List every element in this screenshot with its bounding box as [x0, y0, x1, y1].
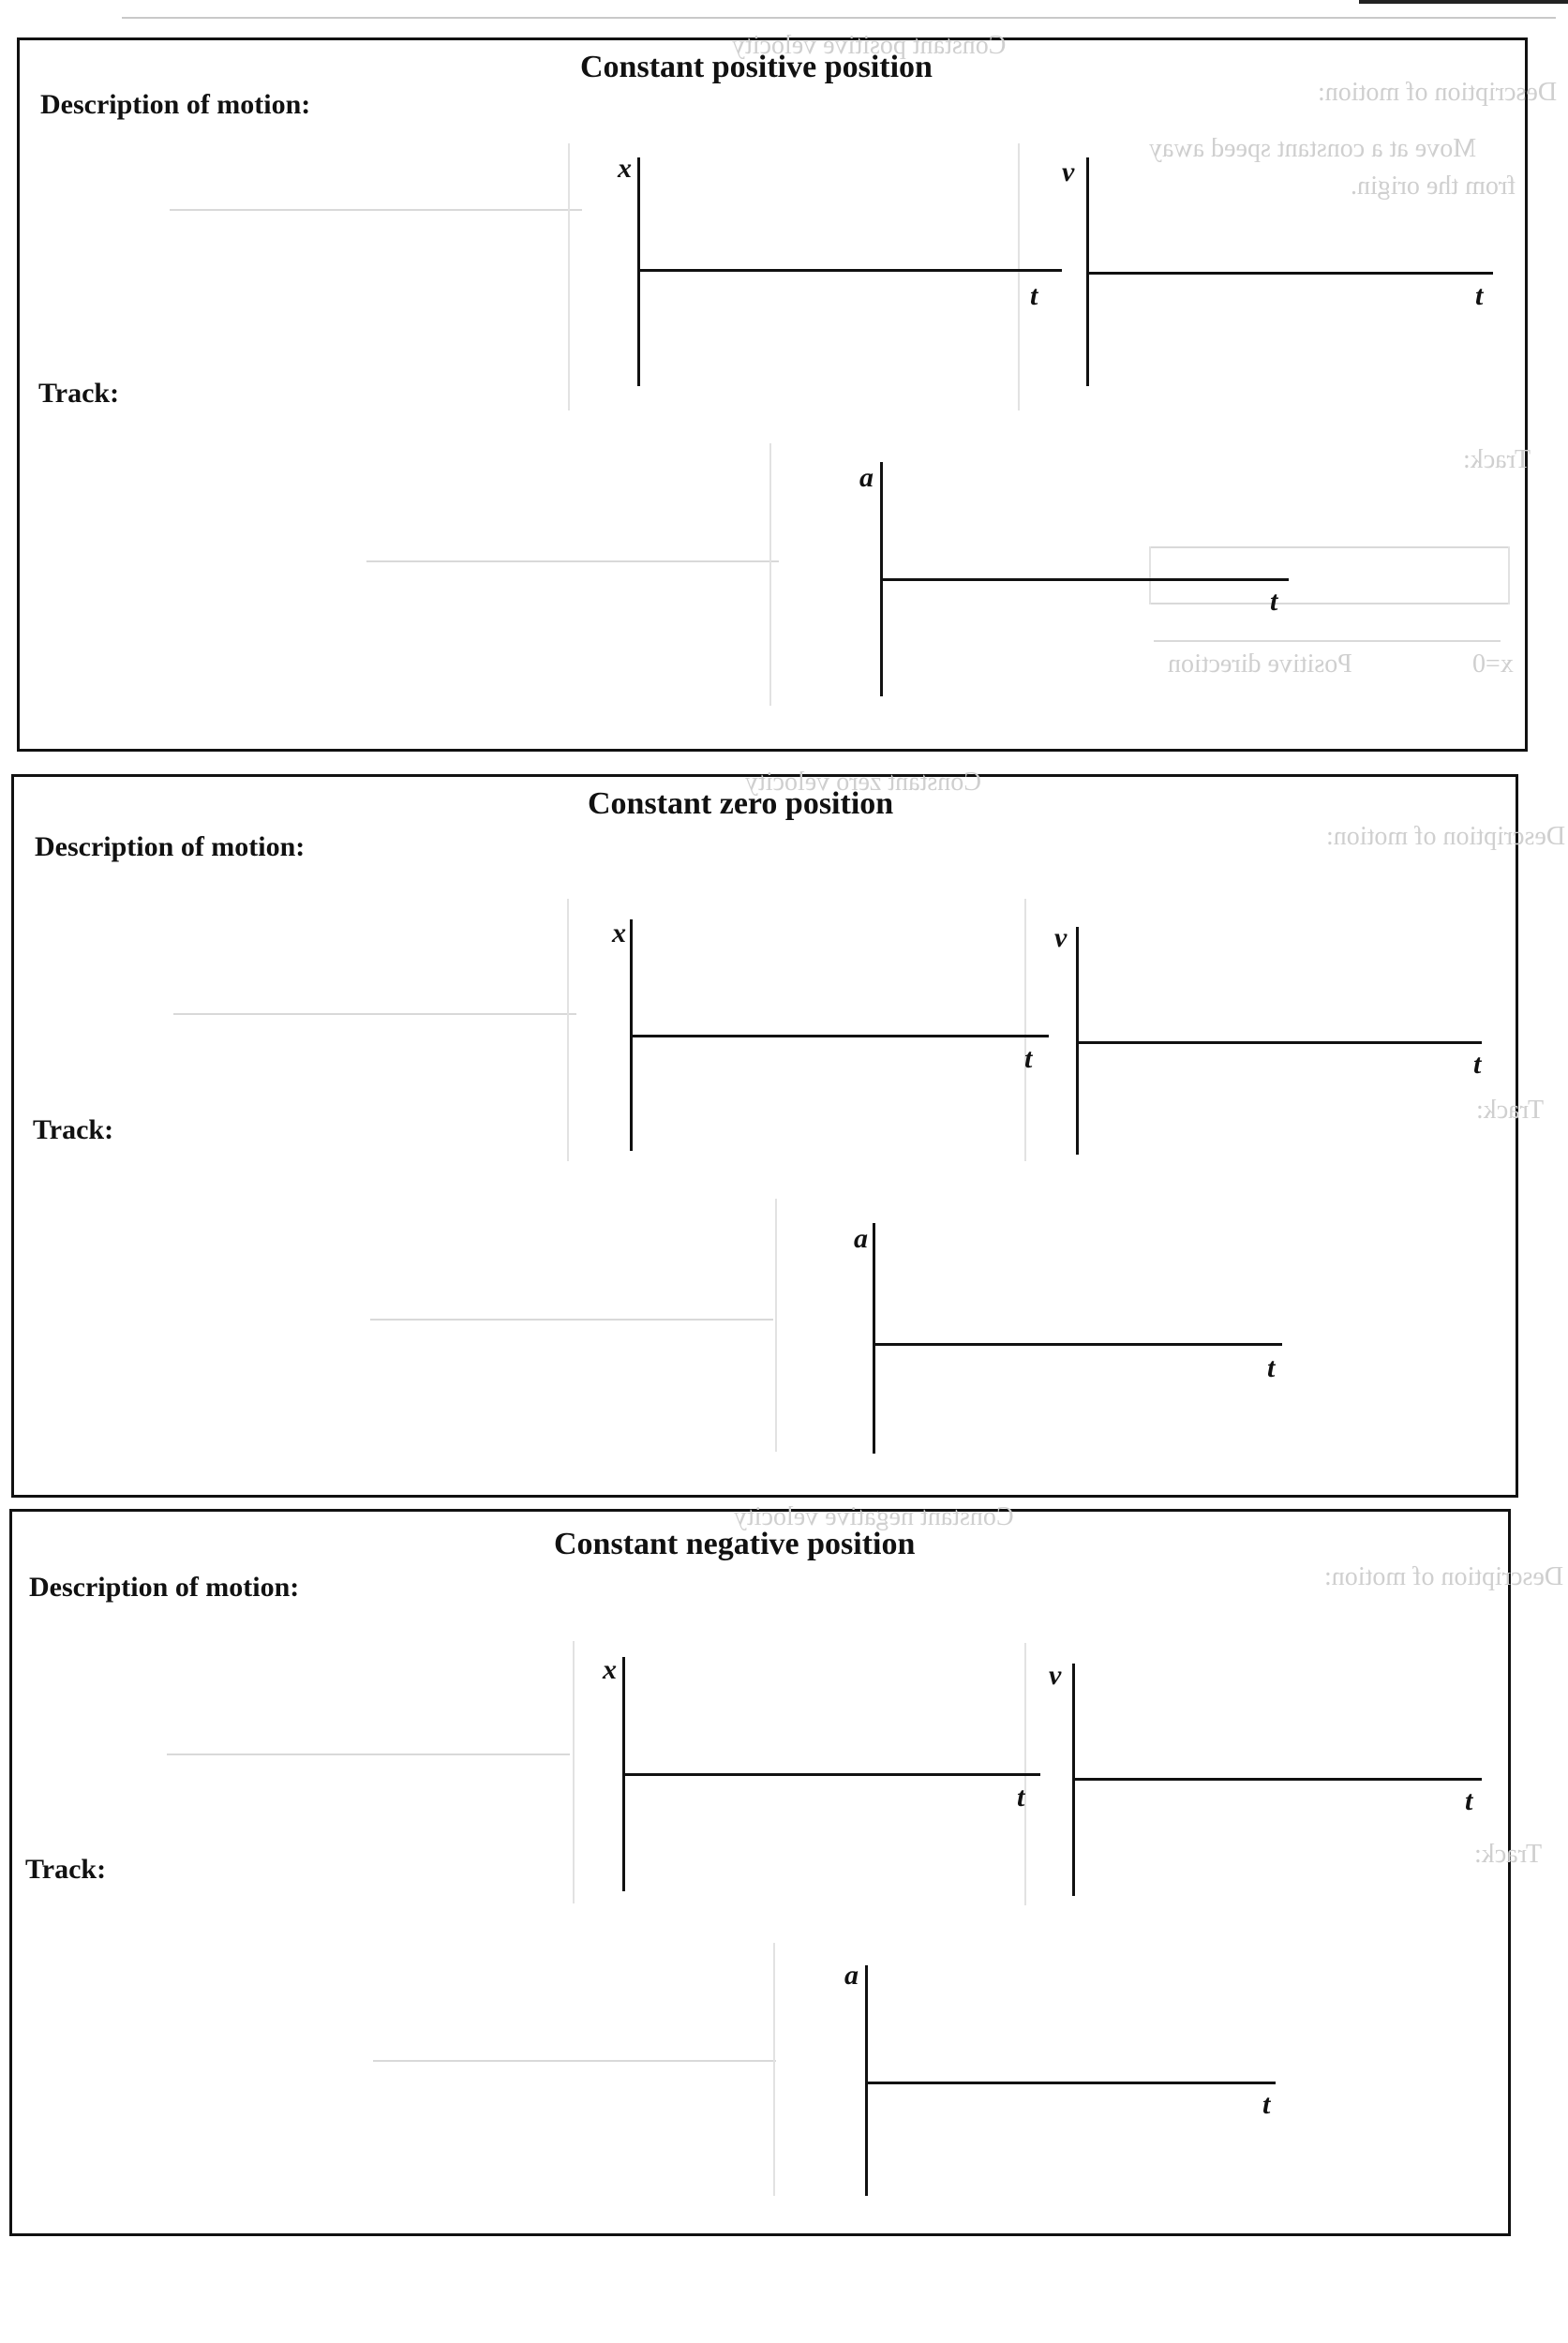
bleed-axis: [1018, 143, 1020, 410]
v-t-graph-time-label: t: [1473, 1049, 1482, 1080]
x-axis-label: x: [603, 1654, 617, 1685]
a-t-graph-plot-line: [865, 2082, 1276, 2084]
a-t-graph-time-label: t: [1267, 1352, 1276, 1383]
a-t-graph-plot-line: [880, 578, 1289, 581]
bleed-axis: [769, 443, 771, 706]
bleed-track-label: Track:: [1463, 445, 1531, 474]
bleed-track: [1508, 546, 1510, 604]
panel-title: Constant negative position: [554, 1527, 916, 1561]
bleed-track-label: Track:: [1476, 1096, 1545, 1125]
track-label: Track:: [33, 1114, 114, 1145]
bleed-axis: [366, 560, 779, 562]
v-t-graph-time-label: t: [1465, 1785, 1473, 1816]
v-t-graph-plot-line: [1086, 272, 1493, 275]
bleed-track: [1149, 546, 1510, 548]
a-axis-label: a: [859, 462, 874, 493]
x-t-graph-plot-line: [630, 1035, 1049, 1037]
x-t-graph-vertical-axis: [637, 157, 640, 386]
panel-title: Constant zero position: [588, 786, 894, 821]
v-t-graph-plot-line: [1076, 1041, 1482, 1044]
description-of-motion-label: Description of motion:: [35, 831, 306, 862]
bleed-description-label: Description of motion:: [1324, 1562, 1564, 1591]
track-label: Track:: [38, 378, 120, 409]
panel-constant-positive-position: [17, 31, 1558, 752]
x-axis-label: x: [612, 918, 626, 948]
v-axis-label: v: [1049, 1660, 1062, 1691]
x-t-graph-time-label: t: [1017, 1782, 1025, 1813]
x-t-graph-time-label: t: [1030, 280, 1038, 311]
bleed-note-line-1: Move at a constant speed away: [1149, 134, 1477, 163]
bleed-axis: [1024, 899, 1026, 1161]
x-t-graph-time-label: t: [1024, 1043, 1033, 1074]
x-t-graph-plot-line: [637, 269, 1062, 272]
panel-title: Constant positive position: [580, 50, 933, 84]
v-axis-label: v: [1062, 157, 1075, 187]
description-of-motion-label: Description of motion:: [29, 1572, 300, 1603]
a-t-graph-plot-line: [873, 1343, 1282, 1346]
bleed-title: Constant zero velocity: [745, 768, 981, 797]
bleed-axis: [373, 2060, 776, 2062]
v-t-graph-plot-line: [1072, 1778, 1482, 1781]
bleed-axis: [370, 1319, 773, 1321]
a-t-graph-vertical-axis: [873, 1223, 875, 1454]
bleed-zero-mark: x=0: [1472, 649, 1514, 679]
a-axis-label: a: [854, 1223, 868, 1254]
bleed-track-label: Track:: [1474, 1840, 1543, 1869]
bleed-track: [1149, 546, 1151, 604]
bleed-positive-direction: Positive direction: [1168, 649, 1352, 679]
track-label: Track:: [25, 1854, 107, 1885]
bleed-title: Constant positive velocity: [732, 31, 1007, 60]
a-t-graph-time-label: t: [1270, 586, 1278, 617]
bleed-axis: [167, 1754, 570, 1755]
bleed-axis: [173, 1013, 576, 1015]
bleed-arrow: [1154, 640, 1501, 642]
bleed-axis: [573, 1641, 575, 1903]
bleed-axis: [568, 143, 570, 410]
bleed-description-label: Description of motion:: [1326, 822, 1566, 851]
bleed-axis: [170, 209, 582, 211]
bleed-note-line-2: from the origin.: [1351, 172, 1516, 201]
bleed-axis: [775, 1199, 777, 1452]
v-t-graph-time-label: t: [1475, 280, 1484, 311]
bleed-track: [1149, 603, 1510, 604]
bleed-axis: [773, 1943, 775, 2196]
x-axis-label: x: [618, 153, 632, 184]
top-edge-line: [122, 17, 1556, 19]
a-t-graph-time-label: t: [1262, 2089, 1271, 2120]
bleed-title: Constant negative velocity: [734, 1502, 1014, 1531]
bleed-axis: [567, 899, 569, 1161]
a-t-graph-vertical-axis: [865, 1965, 868, 2196]
x-t-graph-plot-line: [622, 1773, 1040, 1776]
description-of-motion-label: Description of motion:: [40, 89, 311, 120]
a-axis-label: a: [844, 1960, 859, 1991]
panel-constant-negative-position: [9, 1502, 1564, 2236]
bleed-description-label: Description of motion:: [1318, 78, 1558, 107]
panel-constant-zero-position: [11, 768, 1566, 1498]
v-axis-label: v: [1054, 922, 1068, 953]
top-edge-bar: [1359, 0, 1568, 4]
